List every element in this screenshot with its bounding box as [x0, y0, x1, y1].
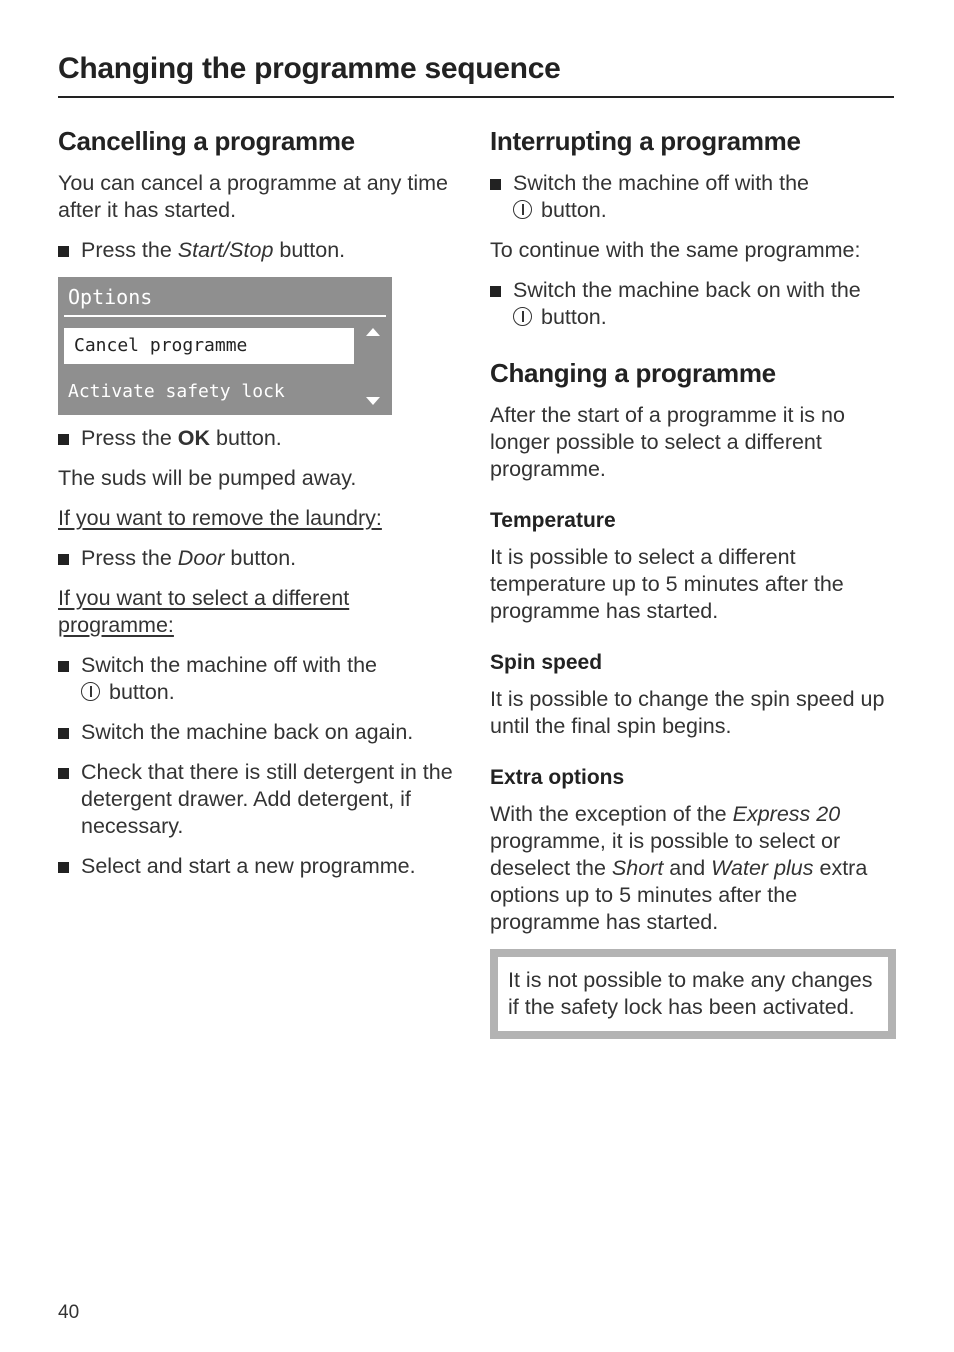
start-stop-button-name: Start/Stop	[177, 238, 274, 262]
page-title: Changing the programme sequence	[58, 52, 894, 98]
safety-lock-note	[490, 949, 896, 1039]
press-start-stop-step: Press the Start/Stop button.	[58, 237, 468, 264]
temperature-text: It is possible to select a different temperature up to 5 minutes after the programme has started.	[490, 545, 844, 623]
right-column	[490, 124, 896, 1039]
display-divider	[64, 315, 386, 317]
interrupt-switch-off-step: Switch the machine off with the button.	[490, 170, 896, 224]
power-icon	[81, 682, 100, 701]
power-icon	[513, 307, 532, 326]
scroll-down-arrow-icon	[366, 397, 380, 405]
display-selected-item: Cancel programme	[64, 328, 354, 364]
extra-options-heading: Extra options	[490, 766, 625, 789]
changing-heading: Changing a programme	[490, 358, 776, 388]
extra-options-text: With the exception of the Express 20 programme, it is possible to select or deselect the Short and Water plus extra options up to 5 minutes after the programme has started.	[490, 802, 868, 934]
scroll-up-arrow-icon	[366, 328, 380, 336]
spin-speed-heading: Spin speed	[490, 651, 603, 674]
press-ok-step: Press the OK button.	[58, 425, 468, 452]
power-icon	[513, 200, 532, 219]
switch-on-step: Switch the machine back on again.	[58, 719, 468, 746]
door-button-name: Door	[177, 546, 225, 570]
select-different-heading: If you want to select a different programme:	[58, 586, 350, 637]
select-start-step: Select and start a new programme.	[58, 853, 468, 880]
check-detergent-step: Check that there is still detergent in the detergent drawer. Add detergent, if necessary.	[58, 759, 468, 840]
suds-text: The suds will be pumped away.	[58, 466, 357, 490]
interrupting-heading: Interrupting a programme	[490, 126, 801, 156]
switch-off-step: Switch the machine off with the button.	[58, 652, 468, 706]
note-text: It is not possible to make any changes if the safety lock has been activated.	[508, 968, 873, 1019]
temperature-heading: Temperature	[490, 509, 616, 532]
interrupt-switch-on-step: Switch the machine back on with the button.	[490, 277, 896, 331]
page-number: 40	[58, 1302, 80, 1323]
display-menu-item: Activate safety lock	[68, 381, 285, 402]
spin-speed-text: It is possible to change the spin speed up until the final spin begins.	[490, 687, 885, 738]
display-title: Options	[68, 285, 153, 309]
continue-text: To continue with the same programme:	[490, 238, 861, 262]
changing-text: After the start of a programme it is no longer possible to select a different programme.	[490, 403, 845, 481]
press-door-step: Press the Door button.	[58, 545, 468, 572]
remove-laundry-heading: If you want to remove the laundry:	[58, 506, 382, 530]
left-column	[58, 124, 468, 893]
options-display	[58, 277, 392, 415]
cancelling-intro: You can cancel a programme at any time after it has started.	[58, 171, 449, 222]
cancelling-heading: Cancelling a programme	[58, 126, 355, 156]
ok-button-name: OK	[177, 426, 211, 450]
